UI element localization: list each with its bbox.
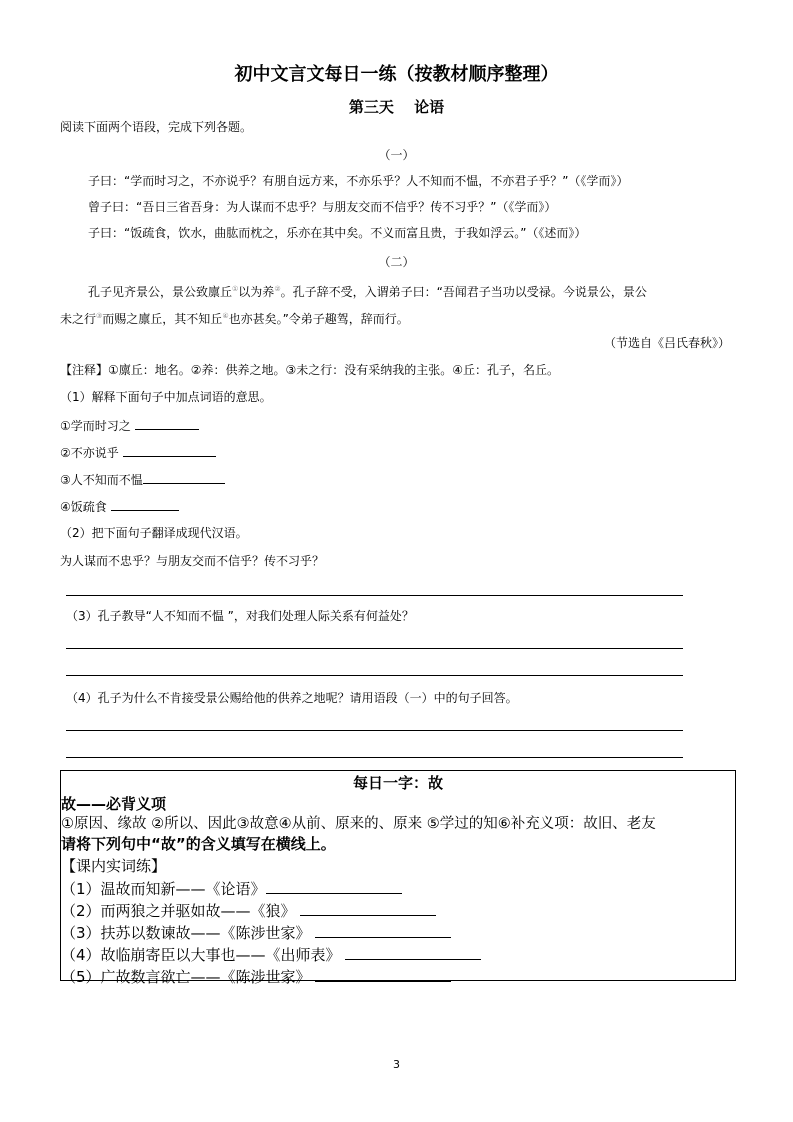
footnote-ref: ① (232, 285, 239, 293)
source-citation: （节选自《吕氏春秋》） (603, 336, 730, 350)
intro-text: 阅读下面两个语段，完成下列各题。 (60, 120, 253, 134)
footnote-ref: ② (274, 285, 281, 293)
answer-blank[interactable] (111, 499, 179, 511)
daily-character-box (60, 770, 736, 986)
text: ②不亦说乎 (60, 446, 119, 460)
answer-blank[interactable] (135, 418, 199, 430)
answer-line[interactable] (66, 648, 683, 649)
answer-blank[interactable] (266, 879, 402, 894)
practice-item (61, 967, 451, 986)
passage-line (60, 309, 409, 326)
answer-blank[interactable] (315, 923, 451, 938)
text: ④饭疏食 (60, 500, 107, 514)
passage-line: 子曰：“饭疏食，饮水，曲肱而枕之，乐亦在其中矣。不义而富且贵，于我如浮云。”（《述而》） (88, 226, 587, 240)
meanings: ①原因、缘故 ②所以、因此③故意④从前、原来的、原来 ⑤学过的知⑥补充义项：故旧、老友 (61, 816, 656, 832)
text: （5）广故数言欲亡——《陈涉世家》 (61, 968, 311, 986)
text: 而赐之廪丘，其不知丘 (102, 312, 223, 326)
answer-blank[interactable] (315, 967, 451, 982)
text: （3）扶苏以数谏故——《陈涉世家》 (61, 924, 311, 942)
section1-label: （一） (378, 148, 415, 162)
answer-line[interactable] (66, 595, 683, 596)
answer-blank[interactable] (123, 445, 216, 457)
answer-blank[interactable] (345, 945, 481, 960)
passage-line (88, 282, 647, 299)
answer-blank[interactable] (143, 472, 225, 484)
answer-line[interactable] (66, 757, 683, 758)
page-number: 3 (393, 1058, 400, 1071)
q1-item (60, 418, 199, 433)
page-subtitle: 第三天 论语 (348, 98, 445, 116)
section2-label: （二） (378, 255, 415, 269)
text: 以为养 (238, 285, 275, 299)
instruction: 请将下列句中“故”的含义填写在横线上。 (61, 835, 336, 853)
q2-sentence: 为人谋而不忠乎？与朋友交而不信乎？传不习乎？ (60, 554, 325, 568)
q1-item (60, 499, 179, 514)
question-1: （1）解释下面句子中加点词语的意思。 (60, 390, 272, 404)
text: （1）温故而知新——《论语》 (61, 880, 266, 898)
answer-blank[interactable] (300, 901, 436, 916)
text: ①学而时习之 (60, 419, 131, 433)
page-title: 初中文言文每日一练（按教材顺序整理） (234, 64, 559, 85)
text: 。孔子辞不受，入谓弟子曰：“吾闻君子当功以受禄。今说景公，景公 (280, 285, 647, 299)
question-3: （3）孔子教导“人不知而不愠 ”，对我们处理人际关系有何益处？ (66, 609, 414, 623)
text: 未之行 (60, 312, 97, 326)
notes: 【注释】①廪丘：地名。②养：供养之地。③未之行：没有采纳我的主张。④丘：孔子，名丘。 (60, 363, 560, 377)
practice-label: 【课内实词练】 (61, 857, 167, 875)
question-4: （4）孔子为什么不肯接受景公赐给他的供养之地呢？请用语段（一）中的句子回答。 (66, 691, 518, 705)
practice-item (61, 879, 402, 898)
practice-item (61, 945, 481, 964)
q1-item (60, 445, 216, 460)
passage-line: 子曰：“学而时习之，不亦说乎？有朋自远方来，不亦乐乎？人不知而不愠，不亦君子乎？”（《学而》） (88, 174, 629, 188)
text: ③人不知而不愠 (60, 473, 143, 487)
text: 孔子见齐景公，景公致廪丘 (88, 285, 233, 299)
text: 也亦甚矣。”令弟子趣驾，辞而行。 (228, 312, 409, 326)
footnote-ref: ④ (222, 312, 229, 320)
q1-item (60, 472, 225, 487)
passage-line: 曾子曰：“吾日三省吾身：为人谋而不忠乎？与朋友交而不信乎？传不习乎？”（《学而》） (88, 200, 557, 214)
footnote-ref: ③ (96, 312, 103, 320)
text: （4）故临崩寄臣以大事也——《出师表》 (61, 946, 341, 964)
practice-item (61, 923, 451, 942)
question-2: （2）把下面句子翻译成现代汉语。 (60, 526, 248, 540)
box-title: 每日一字：故 (352, 774, 443, 792)
answer-line[interactable] (66, 675, 683, 676)
text: （2）而两狼之并驱如故——《狼》 (61, 902, 296, 920)
box-heading: 故——必背义项 (61, 795, 167, 813)
practice-item (61, 901, 436, 920)
answer-line[interactable] (66, 730, 683, 731)
